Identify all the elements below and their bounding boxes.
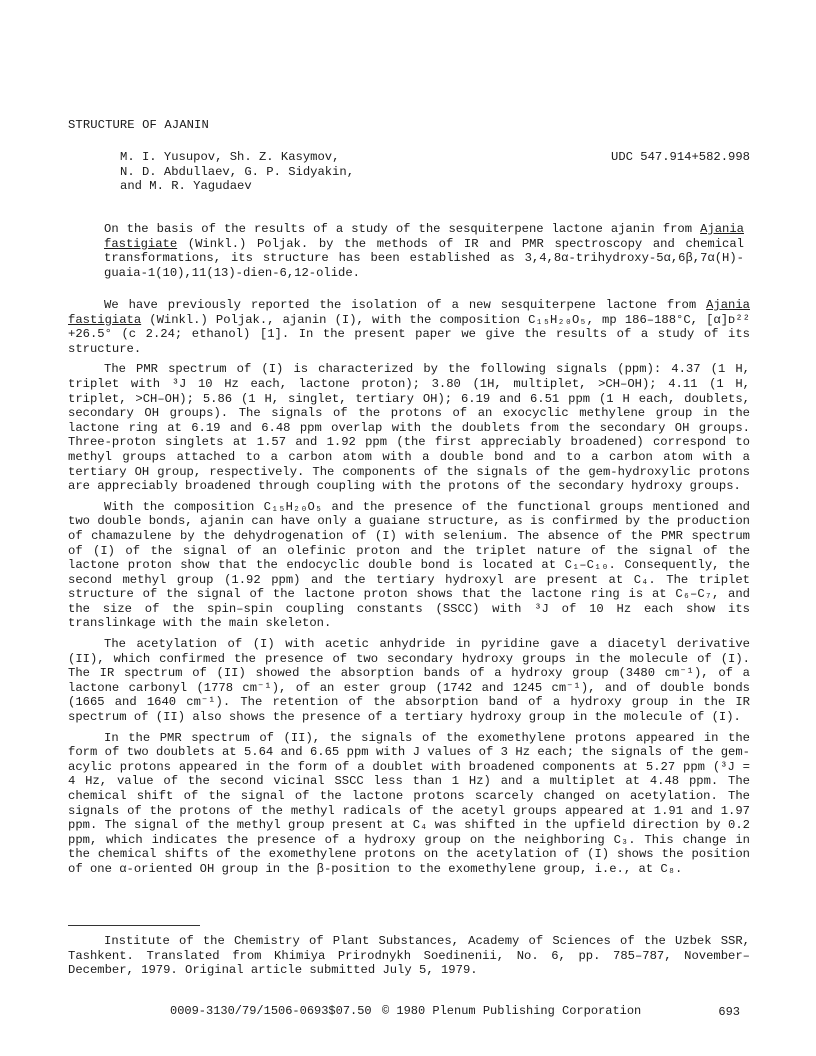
abstract-text: On the basis of the results of a study of the sesquiterpene lactone ajanin from	[104, 222, 701, 236]
author-line: and M. R. Yagudaev	[120, 179, 252, 194]
body-paragraph: The acetylation of (I) with acetic anhydride in pyridine gave a diacetyl derivative (II), which confirmed the presence of two secondary hydroxy groups in the molecule of (I). The IR spectrum of (II) showed the absorption bands of a hydroxy group (3480 cm⁻¹), of a lactone carbonyl (1778 cm⁻¹), of an ester group (1742 and 1245 cm⁻¹), and of double bonds (1665 and 1640 cm⁻¹). The retention of the absorption band of a hydroxy group in the IR spectrum of (II) also shows the presence of a tertiary hydroxy group in the molecule of (I).	[68, 637, 750, 725]
author-line: M. I. Yusupov, Sh. Z. Kasymov,	[120, 150, 340, 164]
udc-code: UDC 547.914+582.998	[611, 150, 750, 164]
publication-code: 0009-3130/79/1506-0693$07.50	[170, 1004, 372, 1018]
abstract-text: (Winkl.) Poljak. by the methods of IR and PMR spectroscopy and chemical transformations, its structure has been established as 3,4,8α-trihydroxy-5α,6β,7α(H)-guaia-1(10),11(13)-dien-6,12-olide.	[104, 236, 744, 280]
abstract	[104, 222, 744, 280]
footnote-divider	[68, 925, 200, 926]
author-line: N. D. Abdullaev, G. P. Sidyakin,	[120, 164, 355, 179]
affiliation-footnote: Institute of the Chemistry of Plant Substances, Academy of Sciences of the Uzbek SSR, Tashkent. Translated from Khimiya Prirodnykh Soedinenii, No. 6, pp. 785–787, November–December, 1979. Original article submitted July 5, 1979.	[68, 934, 750, 978]
paragraph-text: We have previously reported the isolation of a new sesquiterpene lactone from	[104, 298, 707, 312]
page-number: 693	[718, 1005, 740, 1019]
author-list	[120, 150, 540, 194]
article-title: STRUCTURE OF AJANIN	[68, 118, 209, 132]
species-name: Ajania fastigiata	[68, 298, 750, 327]
body-paragraph: With the composition C₁₅H₂₀O₅ and the presence of the functional groups mentioned and two double bonds, ajanin can have only a guaiane structure, as is confirmed by the production of chamazulene by the dehydrogenation of (I) with selenium. The absence of the PMR spectrum of (I) of the signal of an olefinic proton and the triplet nature of the signal of the lactone proton show that the endocyclic double bond is located at C₁–C₁₀. Consequently, the second methyl group (1.92 ppm) and the tertiary hydroxyl are present at C₄. The triplet structure of the signal of the lactone proton shows that the lactone ring is at C₆–C₇, and the size of the spin–spin coupling constants (SSCC) with ³J of 10 Hz each show its translinkage with the main skeleton.	[68, 499, 750, 631]
paragraph-text: (Winkl.) Poljak., ajanin (I), with the composition C₁₅H₂₀O₅, mp 186–188°C, [α]ᴅ²² +26.5° (c 2.24; ethanol) [1]. In the present paper we give the results of a study of its structure.	[68, 312, 750, 356]
body-paragraph: The PMR spectrum of (I) is characterized by the following signals (ppm): 4.37 (1 H, triplet with ³J 10 Hz each, lactone proton); 3.80 (1H, multiplet, >CH–OH); 4.11 (1 H, triplet, >CH–OH); 5.86 (1 H, singlet, tertiary OH); 6.19 and 6.51 ppm (1 H each, doublets, secondary OH groups). The signals of the protons of an exocyclic methylene group in the lactone ring at 6.19 and 6.48 ppm overlap with the doublets from the secondary OH groups. Three-proton singlets at 1.57 and 1.92 ppm (the first appreciably broadened) correspond to methyl groups attached to a carbon atom with a double bond and to a carbon atom with a tertiary OH group, respectively. The components of the signals of the gem-hydroxylic protons are appreciably broadened through coupling with the protons of the secondary hydroxy groups.	[68, 362, 750, 494]
copyright-notice: © 1980 Plenum Publishing Corporation	[382, 1004, 642, 1018]
body-paragraph: In the PMR spectrum of (II), the signals of the exomethylene protons appeared in the form of two doublets at 5.64 and 6.65 ppm with J values of 3 Hz each; the signals of the gem-acylic protons appeared in the form of a doublet with broadened components at 5.27 ppm (³J = 4 Hz, value of the second vicinal SSCC less than 1 Hz) and a multiplet at 4.48 ppm. The chemical shift of the signal of the lactone protons scarcely changed on acetylation. The signals of the protons of the methyl radicals of the acetyl groups appeared at 1.91 and 1.97 ppm. The signal of the methyl group present at C₄ was shifted in the upfield direction by 0.2 ppm, which indicates the presence of a hydroxy group on the neighboring C₃. This change in the chemical shifts of the exomethylene protons on the acetylation of (I) shows the position of one α-oriented OH group in the β-position to the exomethylene group, i.e., at C₈.	[68, 730, 750, 876]
species-name: Ajania fastigiate	[104, 222, 744, 251]
body-paragraph	[68, 298, 750, 356]
article-body	[68, 298, 750, 883]
